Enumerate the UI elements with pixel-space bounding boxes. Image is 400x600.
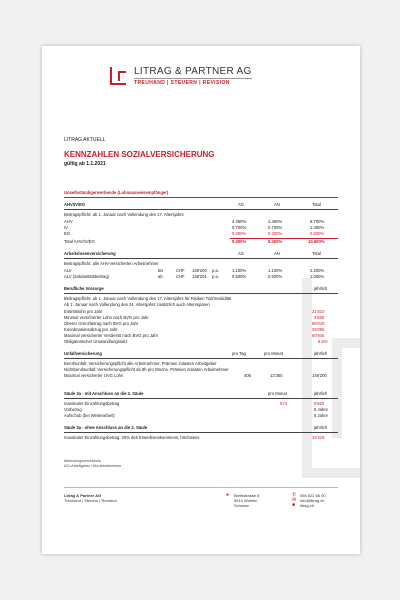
doc-label: LITRAG AKTUELL bbox=[64, 137, 106, 143]
bv-row-value: 3'585 bbox=[314, 315, 325, 320]
bv-row-label: Oberer Grenzbetrag nach BVG pro Jahr bbox=[64, 321, 139, 326]
ahv-row-total: 8.700% bbox=[310, 219, 325, 224]
page-title: KENNZAHLEN SOZIALVERSICHERUNG bbox=[64, 150, 215, 159]
alv-note: Beitragspflicht: alle AHV-versicherten Arbeitnehmer bbox=[64, 261, 159, 266]
alv-row-currency: CHF bbox=[176, 274, 185, 279]
bv-row-value: 86'040 bbox=[312, 321, 325, 326]
document-page bbox=[42, 46, 360, 554]
s3a-with-row-label: Aufschub (bei Weiterarbeit) bbox=[64, 413, 115, 418]
uv-col-month: pro Monat bbox=[264, 351, 283, 356]
s3a-with-row-month: 574 bbox=[280, 401, 287, 406]
alv-row-amount: 148'201 bbox=[192, 274, 207, 279]
bv-note: Beitragspflicht: ab 1. Januar nach Vollendung des 17. Altersjahrs für Risiken Tod/Invalidität bbox=[64, 296, 232, 301]
ahv-row-an: 0.700% bbox=[268, 225, 283, 230]
ahv-total-ag: 5.300% bbox=[232, 239, 247, 244]
uv-note: Nichtberufsunfall: Versicherungspflicht ab 8h pro Woche. Prämien zulasten Arbeitnehmer bbox=[64, 367, 229, 372]
uv-title: Unfallversicherung bbox=[64, 351, 102, 356]
alv-col-total: Total bbox=[312, 251, 321, 256]
alv-row-range: bis bbox=[158, 268, 164, 273]
ahv-row-total: 1.400% bbox=[310, 225, 325, 230]
s3a-without-row-value: 34'416 bbox=[312, 435, 325, 440]
ahv-row-label: IV bbox=[64, 225, 68, 230]
ahv-row-label: AHV bbox=[64, 219, 73, 224]
uv-row-day: 406 bbox=[244, 373, 251, 378]
s3a-without-col: jährlich bbox=[314, 425, 328, 430]
bv-row-value: 6.8% bbox=[318, 339, 328, 344]
ahv-note: Beitragspflicht: ab 1. Januar nach Vollendung des 17. Altersjahrs bbox=[64, 212, 184, 217]
uv-row-month: 12'350 bbox=[270, 373, 283, 378]
uv-note: Berufsunfall: Versicherungspflicht alle Arbeitnehmer. Prämien zulasten Arbeitgeber bbox=[64, 361, 217, 366]
ahv-row-ag: 0.250% bbox=[232, 231, 247, 236]
alv-row-label: ALV (Solidaritätsbeitrag) bbox=[64, 274, 110, 279]
s3a-with-row-label: Vorbezug bbox=[64, 407, 82, 412]
bv-row-value: 60'945 bbox=[312, 333, 325, 338]
alv-row-label: ALV bbox=[64, 268, 72, 273]
s3a-without-row-label: maximaler Einzahlungsbetrag: 20% des Erwerbseinkommens, höchstens bbox=[64, 435, 200, 440]
alv-row-range: ab bbox=[158, 274, 163, 279]
s3a-with-row-label: maximaler Einzahlungsbetrag bbox=[64, 401, 120, 406]
s3a-with-title: Säule 3a - mit Anschluss an die 2. Säule bbox=[64, 391, 144, 396]
alv-title: Arbeitslosenversicherung bbox=[64, 251, 116, 256]
ahv-title: AHV/IV/EO bbox=[64, 202, 86, 207]
footer-address bbox=[234, 493, 259, 508]
uv-col-day: pro Tag bbox=[232, 351, 246, 356]
uv-col-year: jährlich bbox=[314, 351, 328, 356]
ahv-total-label: Total AHV/IV/EO bbox=[64, 239, 95, 244]
bv-row-label: Eintrittslohn pro Jahr bbox=[64, 309, 103, 314]
location-pin-icon: ● bbox=[226, 492, 230, 498]
alv-row-unit: p.a. bbox=[212, 268, 219, 273]
abbreviations-text: AG=Arbeitgeber / AN=Arbeitnehmer bbox=[64, 464, 122, 468]
company-logo bbox=[108, 66, 252, 86]
s3a-without-title: Säule 3a - ohne Anschluss an die 2. Säule bbox=[64, 425, 148, 430]
s3a-with-row-year: 5 Jahre bbox=[314, 407, 328, 412]
web-icon: ■ bbox=[292, 502, 296, 508]
bv-row-value: 21'510 bbox=[312, 309, 325, 314]
company-tagline: TREUHAND | STEUERN | REVISION bbox=[134, 78, 252, 86]
section-employed: Unselbständigerwerbende (Lohnausweisempfänger) bbox=[64, 190, 169, 195]
footer-phone[interactable]: 056 622 66 00 bbox=[300, 493, 326, 498]
alv-row-ag: 0.500% bbox=[232, 274, 247, 279]
ahv-row-ag: 4.350% bbox=[232, 219, 247, 224]
alv-row-ag: 1.100% bbox=[232, 268, 247, 273]
ahv-total-total: 10.600% bbox=[308, 239, 325, 244]
alv-row-total: 2.200% bbox=[310, 268, 325, 273]
bv-row-label: Koordinationsabzug pro Jahr bbox=[64, 327, 118, 332]
ahv-row-total: 0.500% bbox=[310, 231, 325, 236]
footer-address-country: Schweiz bbox=[234, 503, 249, 508]
phone-icon: ✆ bbox=[292, 492, 297, 498]
ahv-total-an: 5.300% bbox=[268, 239, 283, 244]
footer-website[interactable]: litrag.ch bbox=[300, 503, 315, 508]
ahv-col-ag: AG bbox=[238, 202, 245, 207]
page-subtitle: gültig ab 1.1.2021 bbox=[64, 161, 106, 167]
s3a-with-col-month: pro Monat bbox=[268, 391, 287, 396]
bv-row-value: 25'095 bbox=[312, 327, 325, 332]
footer-address-city: 5610 Wohlen bbox=[234, 498, 258, 503]
email-icon: ✉ bbox=[292, 497, 297, 503]
alv-row-amount: 148'200 bbox=[192, 268, 207, 273]
uv-row-year: 148'200 bbox=[312, 373, 327, 378]
bv-row-label: Minimal versicherter Lohn nach BVG pro Jahr bbox=[64, 315, 149, 320]
s3a-with-col-year: jährlich bbox=[314, 391, 328, 396]
alv-col-ag: AG bbox=[238, 251, 245, 256]
alv-row-an: 0.500% bbox=[268, 274, 283, 279]
alv-row-total: 1.000% bbox=[310, 274, 325, 279]
footer-company bbox=[64, 493, 117, 503]
ahv-row-ag: 0.700% bbox=[232, 225, 247, 230]
uv-row-label: Maximal versicherter UVG Lohn bbox=[64, 373, 124, 378]
bv-col: jährlich bbox=[314, 286, 328, 291]
bv-row-label: Maximal versicherter Verdienst nach BVG pro Jahr bbox=[64, 333, 159, 338]
ahv-row-label: EO bbox=[64, 231, 71, 236]
footer-company-name: Litrag & Partner AG bbox=[64, 493, 102, 498]
footer-address-street: Breitistrasse 8 bbox=[234, 493, 260, 498]
footer-company-tagline: Treuhand | Steuern | Revision bbox=[64, 498, 117, 503]
bv-title: Berufliche Vorsorge bbox=[64, 286, 104, 291]
alv-row-currency: CHF bbox=[176, 268, 185, 273]
s3a-with-row-year: 5 Jahre bbox=[314, 413, 328, 418]
s3a-with-row-year: 6'883 bbox=[314, 401, 325, 406]
ahv-row-an: 4.350% bbox=[268, 219, 283, 224]
logo-mark-icon bbox=[108, 67, 128, 85]
footer-contact bbox=[300, 493, 326, 508]
bv-row-label: Obligatorischer Umwandlungssatz bbox=[64, 339, 128, 344]
footer-email[interactable]: info@litrag.ch bbox=[300, 498, 325, 503]
alv-row-unit: p.a. bbox=[212, 274, 219, 279]
bv-note: Ab 1. Januar nach Vollendung des 24. Altersjahrs zusätzlich auch Alterssparen bbox=[64, 302, 210, 307]
alv-row-an: 1.100% bbox=[268, 268, 283, 273]
ahv-col-an: AN bbox=[274, 202, 280, 207]
ahv-row-an: 0.250% bbox=[268, 231, 283, 236]
company-name: LITRAG & PARTNER AG bbox=[134, 66, 252, 77]
abbreviations-title: Abkürzungsverzeichnis bbox=[64, 459, 101, 463]
alv-col-an: AN bbox=[274, 251, 280, 256]
ahv-col-total: Total bbox=[312, 202, 321, 207]
